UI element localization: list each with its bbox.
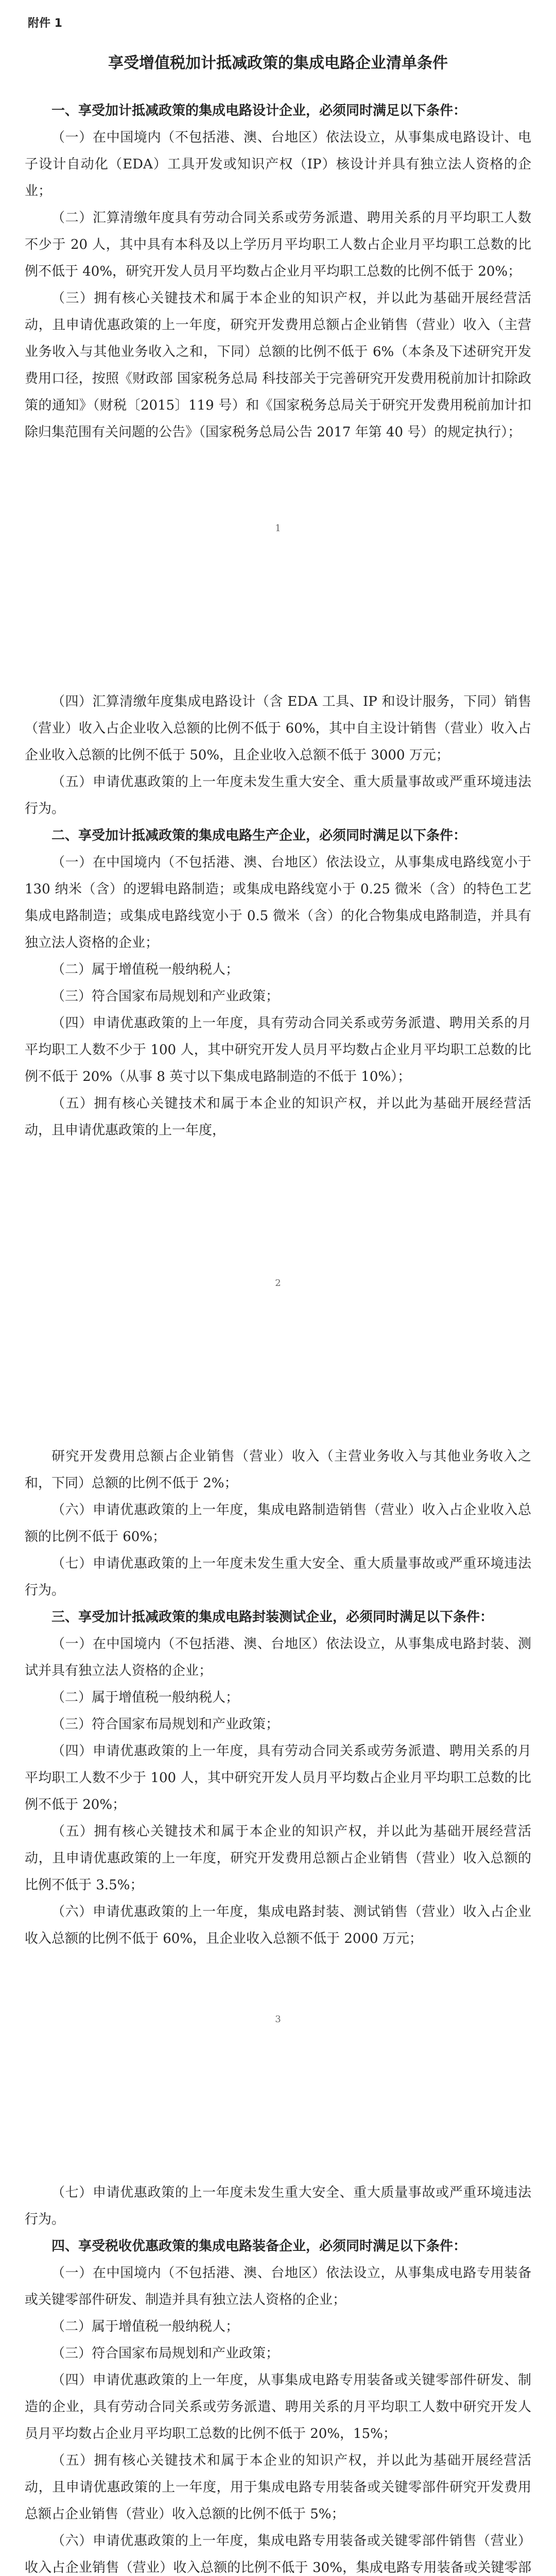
body-paragraph: （七）申请优惠政策的上一年度未发生重大安全、重大质量事故或严重环境违法行为。 <box>25 2185 531 2227</box>
page-gap <box>25 1289 531 1443</box>
body-paragraph: （六）申请优惠政策的上一年度，集成电路专用装备或关键零部件销售（营业）收入占企业销售（营业）收入总额的比例不低于 30%，集成电路专用装备或关键零部 <box>25 2533 531 2575</box>
body-paragraph: （一）在中国境内（不包括港、澳、台地区）依法设立，从事集成电路专用装备或关键零部件研发、制造并具有独立法人资格的企业； <box>25 2265 531 2308</box>
body-paragraph: （五）拥有核心关键技术和属于本企业的知识产权，并以此为基础开展经营活动，且申请优惠政策的上一年度，用于集成电路专用装备或关键零部件研究开发费用总额占企业销售（营业）收入总额的比例不低于 5%； <box>25 2453 531 2522</box>
attachment-label: 附件 1 <box>28 17 62 30</box>
body-paragraph: （二）属于增值税一般纳税人； <box>51 2319 239 2334</box>
body-paragraph: （一）在中国境内（不包括港、澳、台地区）依法设立，从事集成电路设计、电子设计自动化（EDA）工具开发或知识产权（IP）核设计并具有独立法人资格的企业； <box>25 130 531 199</box>
body-paragraph: （二）属于增值税一般纳税人； <box>51 1690 239 1705</box>
body-paragraph: （五）拥有核心关键技术和属于本企业的知识产权，并以此为基础开展经营活动，且申请优惠政策的上一年度，研究开发费用总额占企业销售（营业）收入总额的比例不低于 3.5%； <box>25 1824 531 1893</box>
body-paragraph: （二）属于增值税一般纳税人； <box>51 962 239 977</box>
page-number: 2 <box>275 1278 281 1289</box>
body-paragraph: （一）在中国境内（不包括港、澳、台地区）依法设立，从事集成电路线宽小于 130 纳米（含）的逻辑电路制造；或集成电路线宽小于 0.25 微米（含）的特色工艺集成电路制造；或集成电路线宽小于 0.5 微米（含）的化合物集成电路制造，并具有独立法人资格的企业； <box>25 855 531 951</box>
section-heading: 三、享受加计抵减政策的集成电路封装测试企业，必须同时满足以下条件： <box>51 1609 494 1625</box>
body-paragraph: （三）符合国家布局规划和产业政策； <box>51 2346 280 2361</box>
body-paragraph: （三）符合国家布局规划和产业政策； <box>51 989 280 1004</box>
body-paragraph: （七）申请优惠政策的上一年度未发生重大安全、重大质量事故或严重环境违法行为。 <box>25 1556 531 1598</box>
page-gap <box>25 534 531 688</box>
page-number: 1 <box>275 523 281 534</box>
section-heading: 四、享受税收优惠政策的集成电路装备企业，必须同时满足以下条件： <box>51 2239 467 2254</box>
page-number: 3 <box>275 2014 281 2025</box>
body-paragraph: （四）汇算清缴年度集成电路设计（含 EDA 工具、IP 和设计服务，下同）销售（营业）收入占企业收入总额的比例不低于 60%，其中自主设计销售（营业）收入占企业收入总额的比例不低于 50%，且企业收入总额不低于 3000 万元； <box>25 694 531 763</box>
body-paragraph: （三）拥有核心关键技术和属于本企业的知识产权，并以此为基础开展经营活动，且申请优惠政策的上一年度，研究开发费用总额占企业销售（营业）收入（主营业务收入与其他业务收入之和，下同）总额的比例不低于 6%（本条及下述研究开发费用口径，按照《财政部 国家税务总局 科技部关于完善研究开发费用税前加计扣除政策的通知》（财税〔2015〕119 号）和《国家税务总局关于研究开发费用税前加计扣除归集范围有关问题的公告》（国家税务总局公告 2017 年第 40 号）的规定执行）； <box>25 291 531 440</box>
body-paragraph: （三）符合国家布局规划和产业政策； <box>51 1717 280 1732</box>
section-heading: 一、享受加计抵减政策的集成电路设计企业，必须同时满足以下条件： <box>51 103 467 118</box>
body-paragraph: （五）拥有核心关键技术和属于本企业的知识产权，并以此为基础开展经营活动，且申请优惠政策的上一年度， <box>25 1096 531 1138</box>
page-gap <box>25 1952 531 2014</box>
body-paragraph: （六）申请优惠政策的上一年度，集成电路制造销售（营业）收入占企业收入总额的比例不低于 60%； <box>25 1502 531 1545</box>
body-paragraph: （二）汇算清缴年度具有劳动合同关系或劳务派遣、聘用关系的月平均职工人数不少于 20 人，其中具有本科及以上学历月平均职工人数占企业月平均职工总数的比例不低于 40%，研究开发人员月平均数占企业月平均职工总数的比例不低于 20%； <box>25 210 531 279</box>
page-gap <box>25 2025 531 2179</box>
body-paragraph: （四）申请优惠政策的上一年度，从事集成电路专用装备或关键零部件研发、制造的企业，具有劳动合同关系或劳务派遣、聘用关系的月平均职工人数中研究开发人员月平均数占企业月平均职工总数的比例不低于 20%，15%； <box>25 2372 531 2442</box>
document-body <box>25 97 531 2576</box>
body-paragraph: （四）申请优惠政策的上一年度，具有劳动合同关系或劳务派遣、聘用关系的月平均职工人数不少于 100 人，其中研究开发人员月平均数占企业月平均职工总数的比例不低于 20%（从事 8 英寸以下集成电路制造的不低于 10%）； <box>25 1015 531 1084</box>
body-paragraph: （四）申请优惠政策的上一年度，具有劳动合同关系或劳务派遣、聘用关系的月平均职工人数不少于 100 人，其中研究开发人员月平均数占企业月平均职工总数的比例不低于 20%； <box>25 1743 531 1812</box>
page-gap <box>25 1144 531 1278</box>
body-paragraph: （六）申请优惠政策的上一年度，集成电路封装、测试销售（营业）收入占企业收入总额的比例不低于 60%，且企业收入总额不低于 2000 万元； <box>25 1904 531 1946</box>
page-gap <box>25 446 531 523</box>
body-paragraph: （一）在中国境内（不包括港、澳、台地区）依法设立，从事集成电路封装、测试并具有独立法人资格的企业； <box>25 1636 531 1679</box>
body-paragraph: （五）申请优惠政策的上一年度未发生重大安全、重大质量事故或严重环境违法行为。 <box>25 774 531 817</box>
section-heading: 二、享受加计抵减政策的集成电路生产企业，必须同时满足以下条件： <box>51 828 467 843</box>
document-title: 享受增值税加计抵减政策的集成电路企业清单条件 <box>108 54 448 72</box>
body-paragraph: 研究开发费用总额占企业销售（营业）收入（主营业务收入与其他业务收入之和，下同）总额的比例不低于 2%； <box>25 1449 531 1491</box>
